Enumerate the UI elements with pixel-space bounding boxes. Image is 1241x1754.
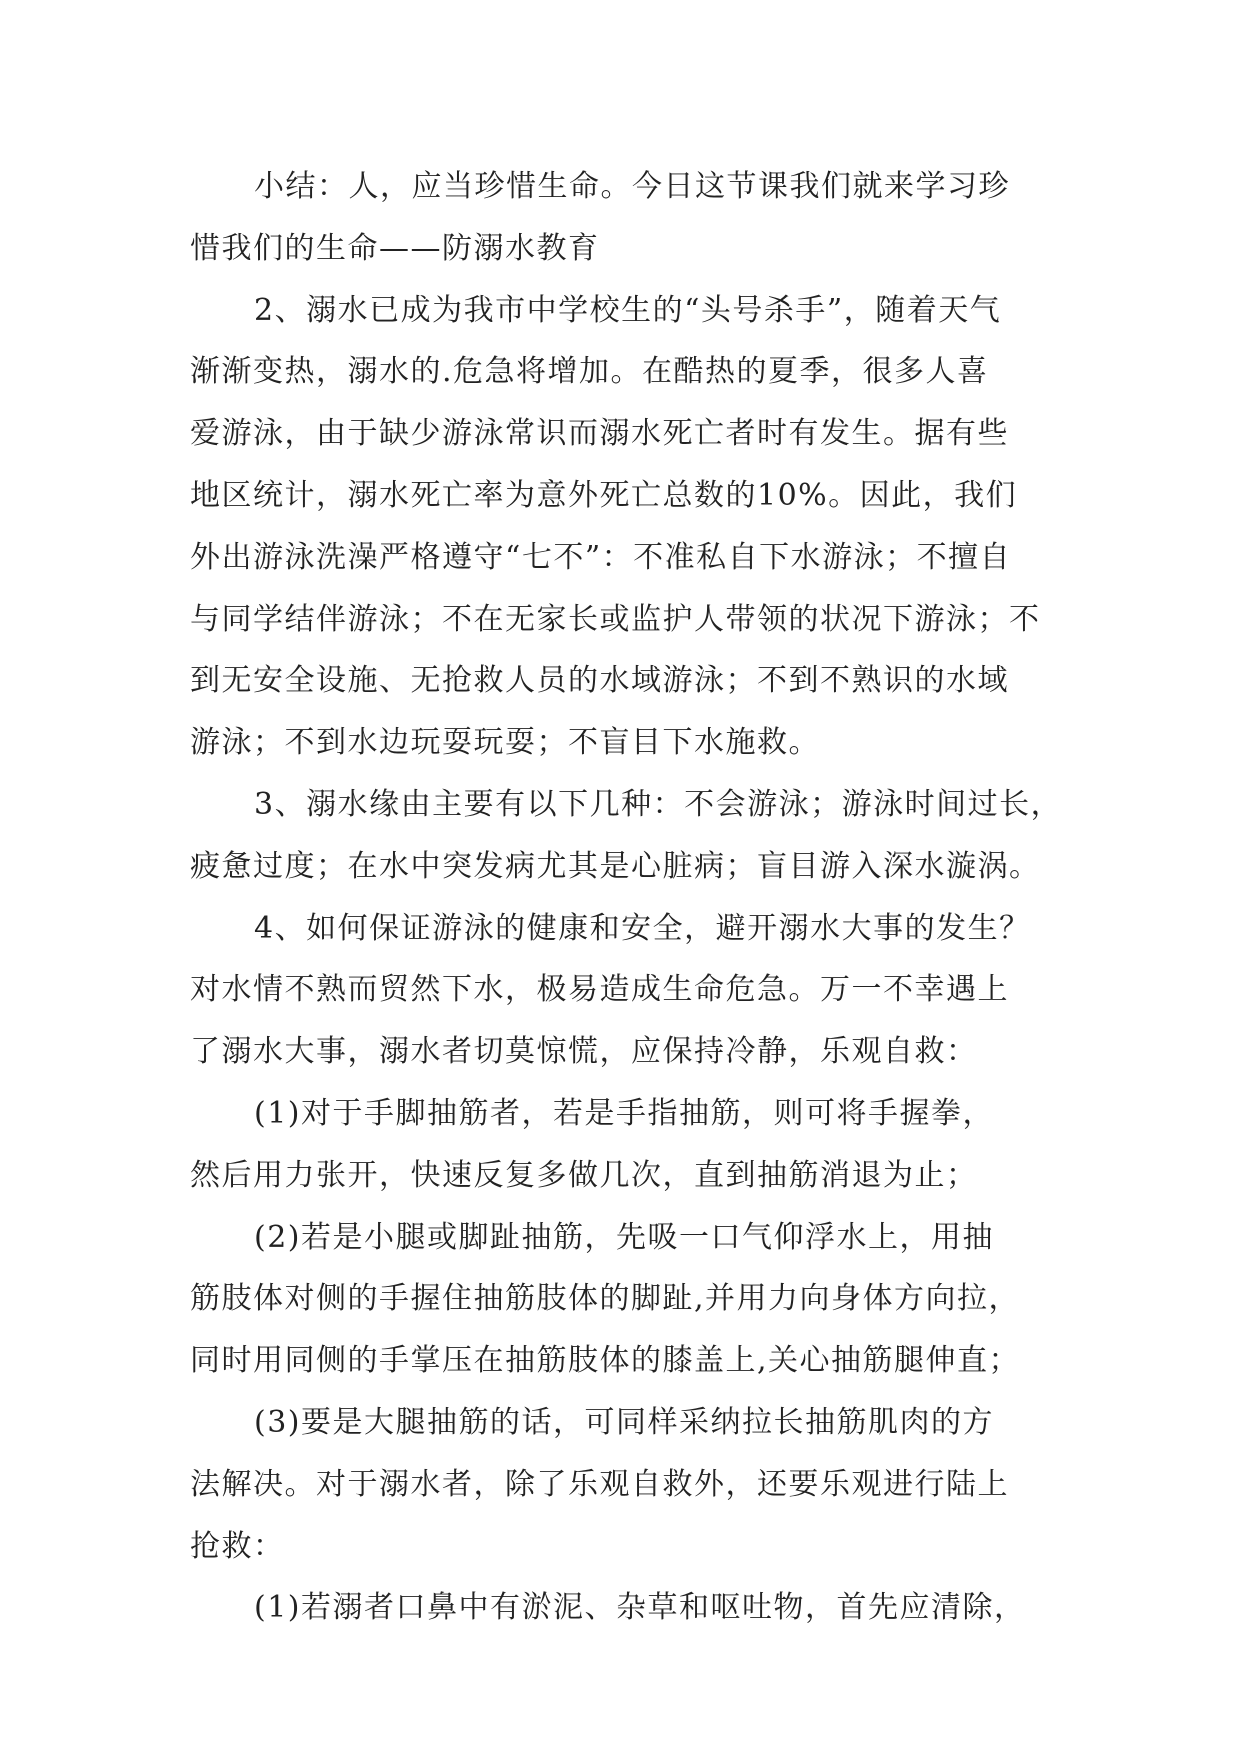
text-line: 筋肢体对侧的手握住抽筋肢体的脚趾,并用力向身体方向拉， — [190, 1281, 1021, 1317]
text-line: 法解决。对于溺水者，除了乐观自救外，还要乐观进行陆上 — [190, 1466, 1009, 1502]
text-line: 同时用同侧的手掌压在抽筋肢体的膝盖上,关心抽筋腿伸直； — [190, 1343, 1021, 1379]
text-line: 渐渐变热，溺水的.危急将增加。在酷热的夏季，很多人喜 — [190, 354, 989, 390]
text-line: 2、溺水已成为我市中学校生的“头号杀手”，随着天气 — [254, 292, 1002, 328]
text-line: (1)若溺者口鼻中有淤泥、杂草和呕吐物，首先应清除， — [254, 1590, 1026, 1626]
text-line: (1)对于手脚抽筋者，若是手指抽筋，则可将手握拳， — [254, 1095, 994, 1131]
paragraph-item-3 — [190, 1392, 1052, 1577]
text-line: 疲惫过度；在水中突发病尤其是心脏病；盲目游入深水漩涡。 — [190, 848, 1041, 884]
text-line: 对水情不熟而贸然下水，极易造成生命危急。万一不幸遇上 — [190, 972, 1009, 1008]
text-line: (3)要是大腿抽筋的话，可同样采纳拉长抽筋肌肉的方 — [254, 1404, 994, 1440]
document-body — [190, 156, 1063, 1639]
paragraph-item-2 — [190, 1207, 1052, 1392]
paragraph-4 — [190, 898, 1052, 1083]
text-line: 3、溺水缘由主要有以下几种：不会游泳；游泳时间过长， — [254, 786, 1063, 822]
text-line: 到无安全设施、无抢救人员的水域游泳；不到不熟识的水域 — [190, 663, 1009, 699]
text-line: 然后用力张开，快速反复多做几次，直到抽筋消退为止； — [190, 1157, 978, 1193]
text-line: 小结：人，应当珍惜生命。今日这节课我们就来学习珍 — [254, 169, 1010, 204]
text-line: 惜我们的生命——防溺水教育 — [190, 230, 600, 266]
paragraph-rescue-1 — [190, 1577, 1052, 1639]
text-line: 游泳；不到水边玩耍玩耍；不盲目下水施救。 — [190, 725, 820, 761]
text-line: 地区统计，溺水死亡率为意外死亡总数的10%。因此，我们 — [190, 477, 1018, 513]
text-line: 抢救： — [190, 1528, 285, 1564]
text-line: 与同学结伴游泳；不在无家长或监护人带领的状况下游泳；不 — [190, 601, 1041, 637]
paragraph-summary — [190, 156, 1052, 280]
text-line: 爱游泳，由于缺少游泳常识而溺水死亡者时有发生。据有些 — [190, 416, 1009, 452]
paragraph-3 — [190, 774, 1063, 898]
paragraph-2 — [190, 280, 1052, 774]
text-line: (2)若是小腿或脚趾抽筋，先吸一口气仰浮水上，用抽 — [254, 1219, 994, 1255]
text-line: 了溺水大事，溺水者切莫惊慌，应保持冷静，乐观自救： — [190, 1034, 978, 1070]
paragraph-item-1 — [190, 1083, 1052, 1207]
text-line: 外出游泳洗澡严格遵守“七不”：不准私自下水游泳；不擅自 — [190, 539, 1012, 575]
text-line: 4、如何保证游泳的健康和安全，避开溺水大事的发生？ — [254, 910, 1031, 946]
